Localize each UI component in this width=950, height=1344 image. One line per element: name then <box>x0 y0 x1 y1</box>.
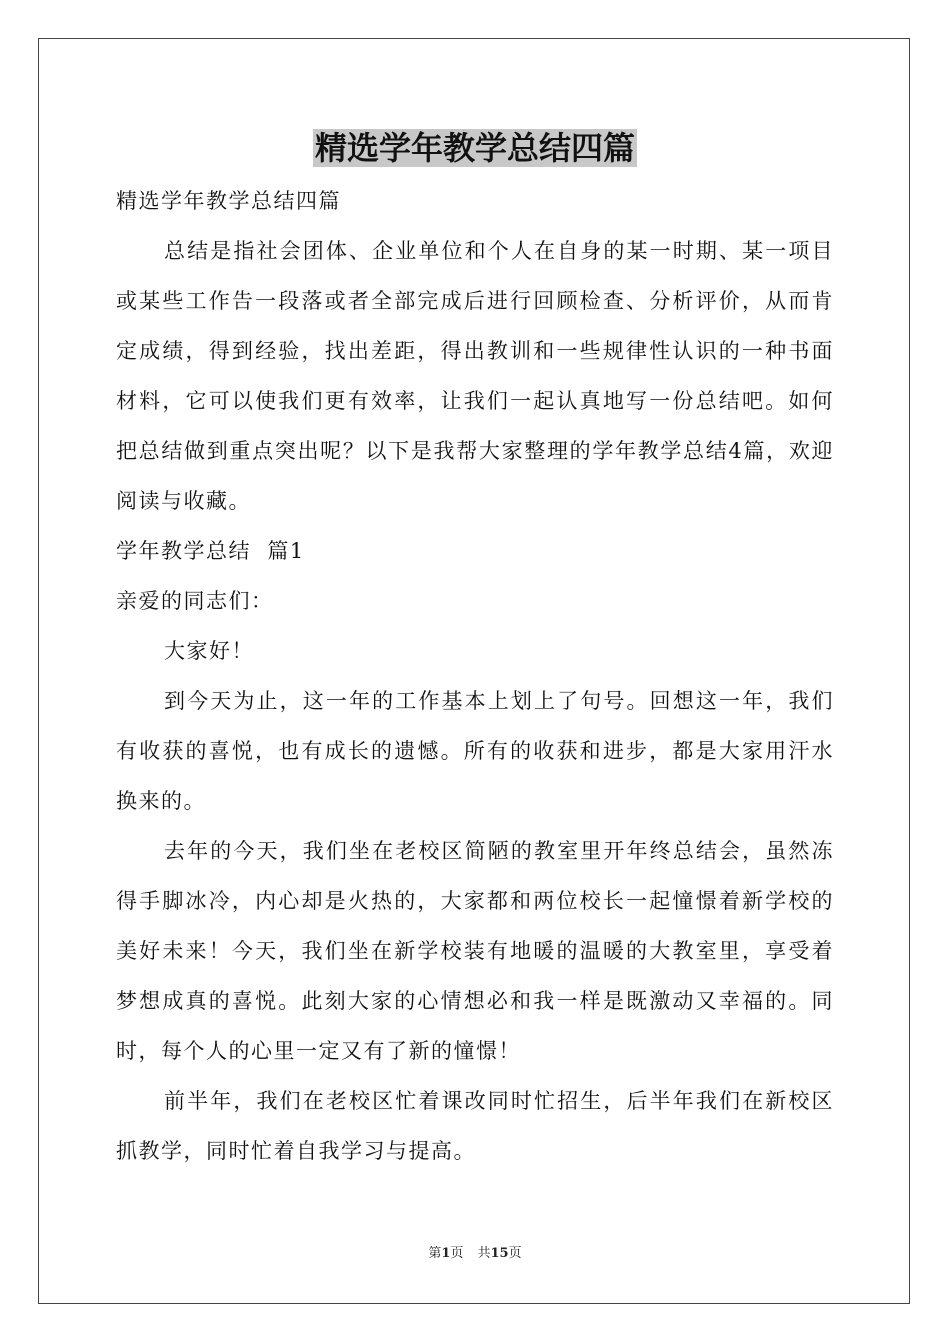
greeting: 大家好！ <box>164 639 254 663</box>
section-heading: 学年教学总结 篇1 <box>116 539 305 563</box>
page-footer <box>0 1244 950 1264</box>
total-prefix: 共 <box>477 1246 491 1261</box>
page-current: 1 <box>441 1246 451 1261</box>
intro-paragraph: 总结是指社会团体、企业单位和个人在自身的某一时期、某一项目或某些工作告一段落或者全部完成后进行回顾检查、分析评价，从而肯定成绩，得到经验，找出差距，得出教训和一些规律性认识的一种书面材料，它可以使我们更有效率，让我们一起认真地写一份总结吧。如何把总结做到重点突出呢？以下是我帮大家整理的学年教学总结4篇，欢迎阅读与收藏。 <box>116 239 834 513</box>
document-title-text: 精选学年教学总结四篇 <box>314 129 635 167</box>
document-title <box>0 124 950 172</box>
body-paragraph: 前半年，我们在老校区忙着课改同时忙招生，后半年我们在新校区抓教学，同时忙着自我学习与提高。 <box>116 1089 834 1163</box>
body-paragraph: 到今天为止，这一年的工作基本上划上了句号。回想这一年，我们有收获的喜悦，也有成长的遗憾。所有的收获和进步，都是大家用汗水换来的。 <box>116 689 834 813</box>
salutation: 亲爱的同志们： <box>116 589 274 613</box>
document-body <box>116 176 834 1176</box>
page-total: 15 <box>490 1246 509 1261</box>
total-suffix: 页 <box>508 1246 522 1261</box>
page-suffix: 页 <box>450 1246 464 1261</box>
document-subtitle: 精选学年教学总结四篇 <box>116 189 341 213</box>
page-prefix: 第 <box>428 1246 442 1261</box>
body-paragraph: 去年的今天，我们坐在老校区简陋的教室里开年终总结会，虽然冻得手脚冰冷，内心却是火热的，大家都和两位校长一起憧憬着新学校的美好未来！今天，我们坐在新学校装有地暖的温暖的大教室里，享受着梦想成真的喜悦。此刻大家的心情想必和我一样是既激动又幸福的。同时，每个人的心里一定又有了新的憧憬！ <box>116 839 834 1063</box>
